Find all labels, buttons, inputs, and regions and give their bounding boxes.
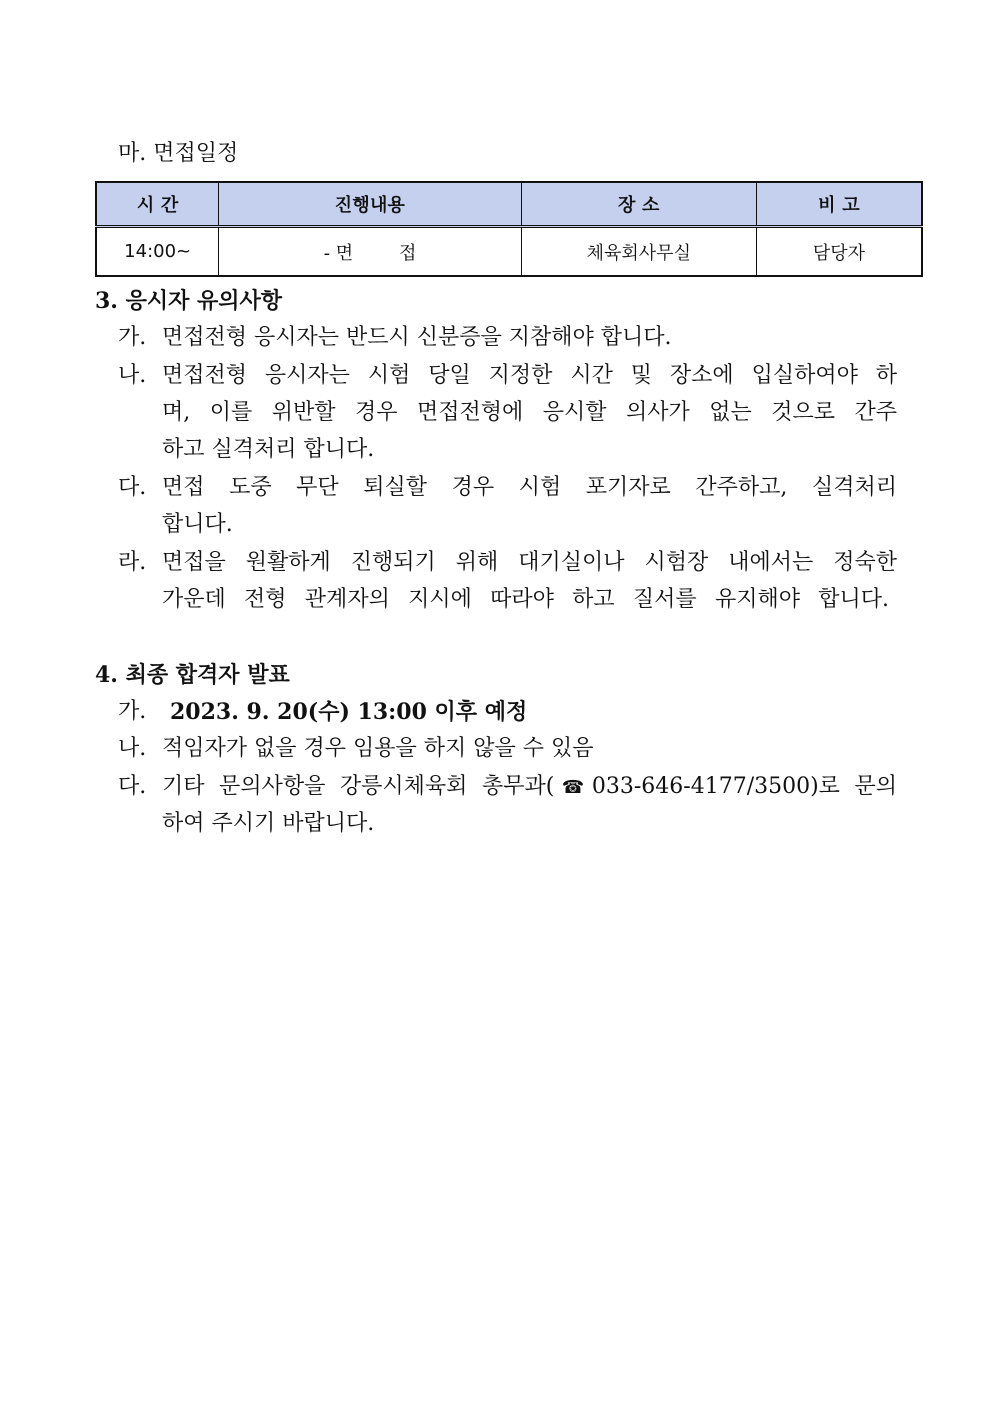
- subsection-interview-schedule: [118, 139, 238, 169]
- contact-text-before: 기타 문의사항을 강릉시체육회 총무과(: [162, 774, 555, 799]
- cell-note: 담당자: [756, 227, 922, 277]
- section-4-item-da-line-2: 하여 주시기 바랍니다.: [162, 811, 375, 836]
- interview-schedule-table: [95, 181, 923, 277]
- cell-content: - 면 접: [219, 227, 521, 277]
- section-3-title: 3. 응시자 유의사항: [95, 288, 283, 314]
- section-3-item-na-line-2: 며, 이를 위반할 경우 면접전형에 응시할 의사가 없는 것으로 간주: [162, 400, 897, 425]
- section-3-item-ga-line-1: 면접전형 응시자는 반드시 신분증을 지참해야 합니다.: [162, 325, 672, 350]
- section-3-item-marker-na: 나.: [118, 363, 147, 388]
- header-content: 진행내용: [219, 182, 521, 227]
- subsection-label: 마. 면접일정: [118, 141, 239, 166]
- header-note: 비 고: [756, 182, 922, 227]
- contact-phone-text: 033-646-4177/3500)로 문의: [591, 774, 897, 799]
- section-3-item-na-line-3: 하고 실격처리 합니다.: [162, 437, 375, 462]
- table-row: [96, 227, 922, 277]
- cell-place: 체육회사무실: [521, 227, 756, 277]
- section-3-item-marker-ga: 가.: [118, 325, 147, 350]
- section-3-item-marker-ra: 라.: [118, 550, 147, 575]
- section-4-item-marker-na: 나.: [118, 736, 147, 761]
- header-time: 시 간: [96, 182, 219, 227]
- section-3-item-na-line-1: 면접전형 응시자는 시험 당일 지정한 시간 및 장소에 입실하여야 하: [162, 363, 897, 388]
- table-header-row: [96, 182, 922, 227]
- section-4-item-na-text: 적임자가 없을 경우 임용을 하지 않을 수 있음: [162, 736, 594, 761]
- header-place: 장 소: [521, 182, 756, 227]
- section-4-item-da-line-1: [162, 772, 897, 803]
- section-4-title: 4. 최종 합격자 발표: [95, 662, 290, 688]
- section-3-item-ra-line-2: 가운데 전형 관계자의 지시에 따라야 하고 질서를 유지해야 합니다.: [162, 587, 889, 612]
- section-3-item-ra-line-1: 면접을 원활하게 진행되기 위해 대기실이나 시험장 내에서는 정숙한: [162, 550, 897, 575]
- cell-time: 14:00~: [96, 227, 219, 277]
- section-4-item-marker-da: 다.: [118, 774, 147, 799]
- section-3-item-da-line-1: 면접 도중 무단 퇴실할 경우 시험 포기자로 간주하고, 실격처리: [162, 475, 897, 500]
- telephone-icon: ☎: [554, 777, 592, 798]
- section-3-item-marker-da: 다.: [118, 475, 147, 500]
- section-3-item-da-line-2: 합니다.: [162, 512, 233, 537]
- section-4-item-marker-ga: 가.: [118, 699, 147, 724]
- announcement-date: 2023. 9. 20(수) 13:00 이후 예정: [170, 699, 528, 725]
